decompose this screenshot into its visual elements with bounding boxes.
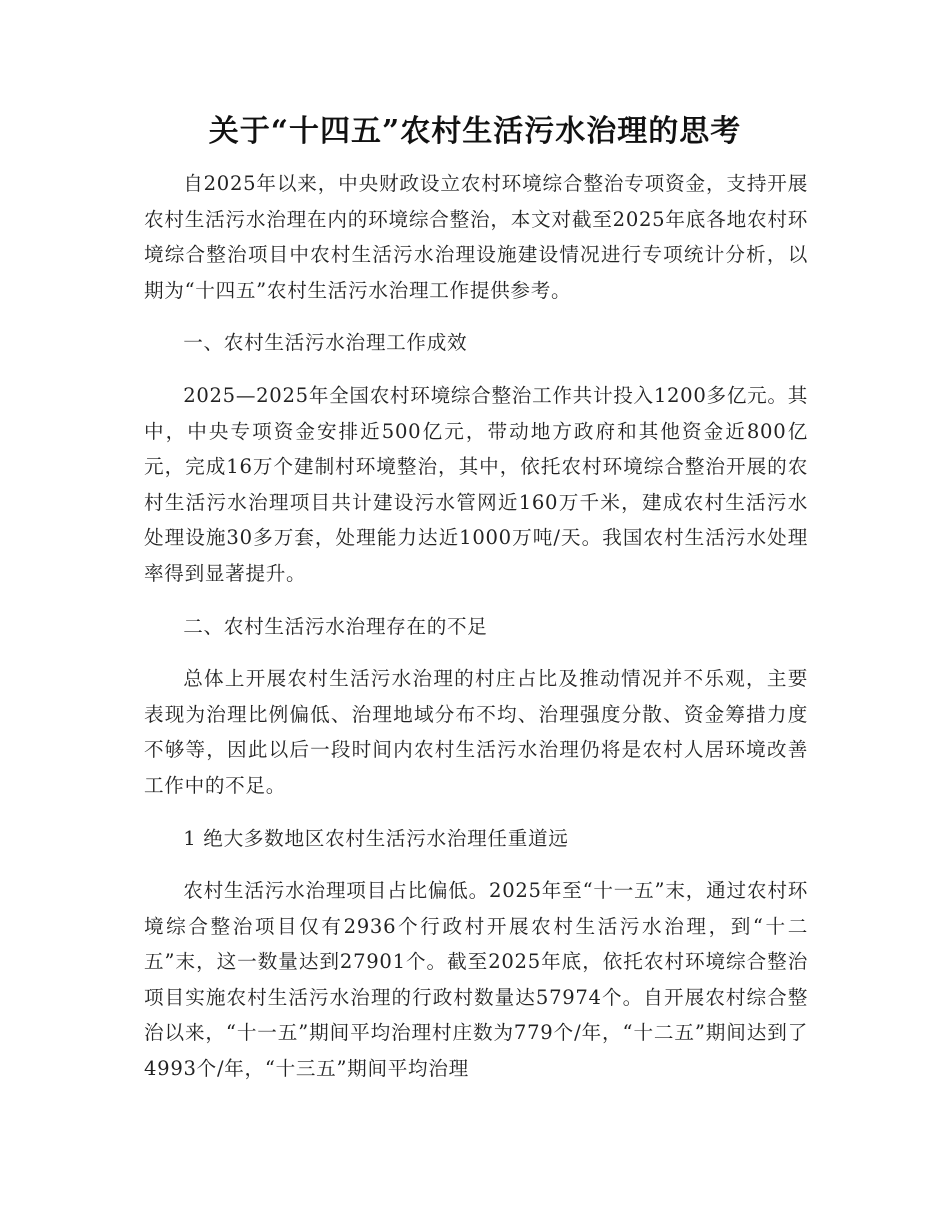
section-heading-achievements: 一、农村生活污水治理工作成效: [183, 331, 468, 355]
paragraph-intro: 自2025年以来，中央财政设立农村环境综合整治专项资金，支持开展农村生活污水治理在内的环境综合整治，本文对截至2025年底各地农村环境综合整治项目中农村生活污水治理设施建设情况进行专项统计分析，以期为“十四五”农村生活污水治理工作提供参考。: [144, 172, 808, 302]
paragraph-achievements: 2025—2025年全国农村环境综合整治工作共计投入1200多亿元。其中，中央专项资金安排近500亿元，带动地方政府和其他资金近800亿元，完成16万个建制村环境整治，其中，依托农村环境综合整治开展的农村生活污水治理项目共计建设污水管网近160万千米，建成农村生活污水处理设施30多万套，处理能力达近1000万吨/天。我国农村生活污水处理率得到显著提升。: [144, 383, 808, 585]
paragraph-shortcomings: 总体上开展农村生活污水治理的村庄占比及推动情况并不乐观，主要表现为治理比例偏低、治理地域分布不均、治理强度分散、资金筹措力度不够等，因此以后一段时间内农村生活污水治理仍将是农村人居环境改善工作中的不足。: [144, 667, 808, 797]
document-title: 关于“十四五”农村生活污水治理的思考: [208, 114, 742, 149]
document-body: [144, 166, 808, 1104]
subsection-heading-1: 1 绝大多数地区农村生活污水治理任重道远: [183, 826, 569, 850]
section-heading-shortcomings: 二、农村生活污水治理存在的不足: [183, 614, 488, 638]
paragraph-subsection-1: 农村生活污水治理项目占比偏低。2025年至“十一五”末，通过农村环境综合整治项目仅有2936个行政村开展农村生活污水治理，到“十二五”末，这一数量达到27901个。截至2025年底，依托农村环境综合整治项目实施农村生活污水治理的行政村数量达57974个。自开展农村综合整治以来，“十一五”期间平均治理村庄数为779个/年，“十二五”期间达到了4993个/年，“十三五”期间平均治理: [144, 879, 808, 1081]
